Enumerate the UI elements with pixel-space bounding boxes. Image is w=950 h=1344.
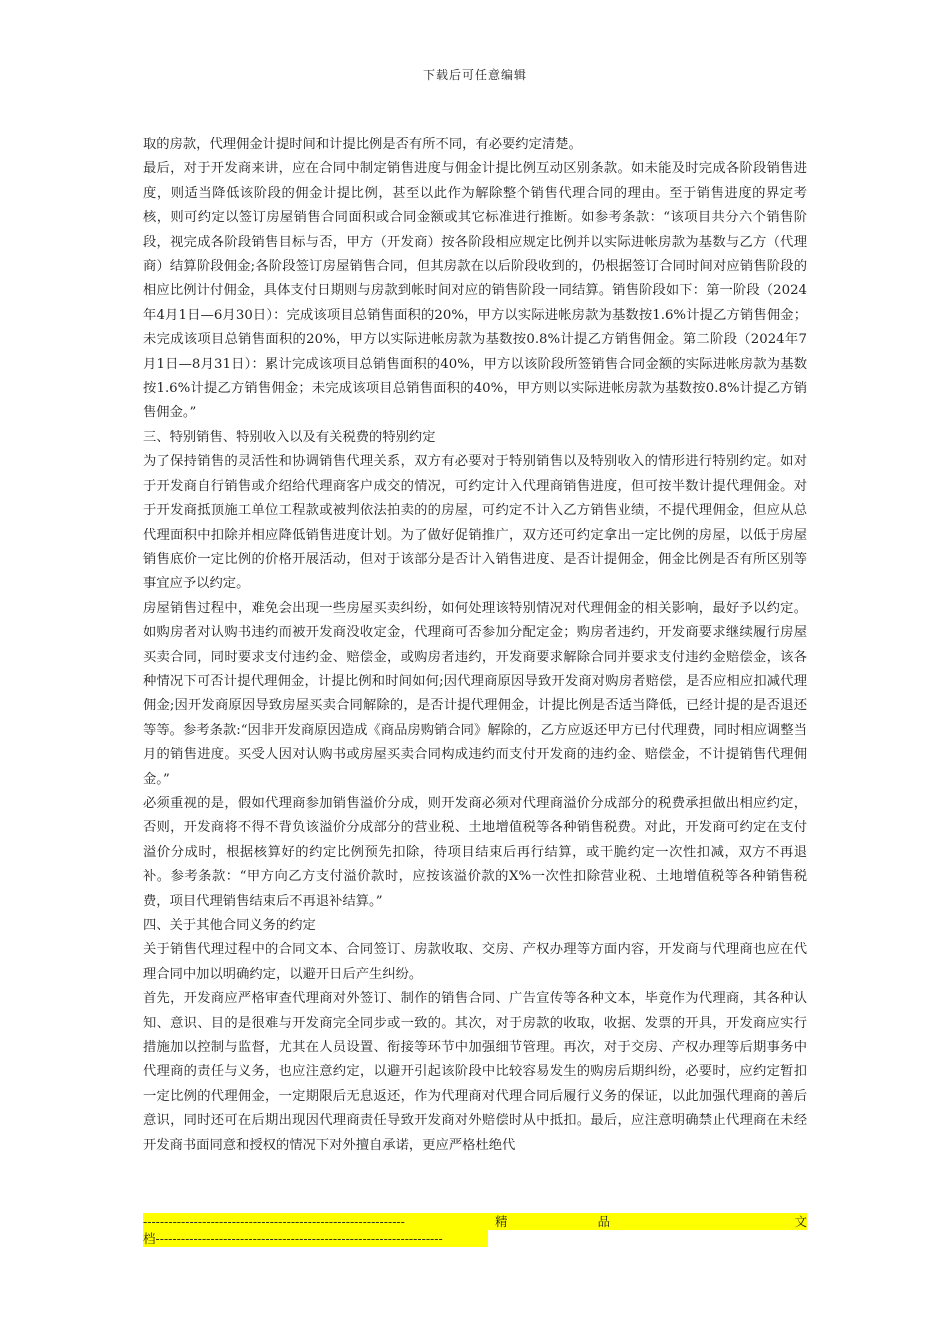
paragraph: 首先，开发商应严格审查代理商对外签订、制作的销售合同、广告宣传等各种文本，毕竟作为代理商，其各种认知、意识、目的是很难与开发商完全同步或一致的。其次，对于房款的收取，收据、发票的开具，开发商应实行措施加以控制与监督，尤其在人员设置、衔接等环节中加强细节管理。再次，对于交房、产权办理等后期事务中代理商的责任与义务，也应注意约定，以避开引起该阶段中比较容易发生的购房后期纠纷，必要时，应约定暂扣一定比例的代理佣金，一定期限后无息返还，作为代理商对代理合同后履行义务的保证，以此加强代理商的善后意识，同时还可在后期出现因代理商责任导致开发商对外赔偿时从中抵扣。最后，应注意明确禁止代理商在未经开发商书面同意和授权的情况下对外擅自承诺，更应严格杜绝代 bbox=[143, 991, 807, 1153]
footer-char: 精 bbox=[495, 1214, 508, 1229]
document-body bbox=[143, 133, 807, 1158]
paragraph: 必须重视的是，假如代理商参加销售溢价分成，则开发商必须对代理商溢价分成部分的税费承担做出相应约定，否则，开发商将不得不背负该溢价分成部分的营业税、土地增值税等各种销售税费。对此，开发商可约定在支付溢价分成时，根据核算好的约定比例预先扣除，待项目结束后再行结算，或干脆约定一次性扣减，双方不再退补。参考条款：“甲方向乙方支付溢价款时，应按该溢价款的X%一次性扣除营业税、土地增值税等各种销售税费，项目代理销售结束后不再退补结算。” bbox=[143, 795, 807, 909]
footer-char: 文 bbox=[794, 1214, 807, 1229]
paragraph: 关于销售代理过程中的合同文本、合同签订、房款收取、交房、产权办理等方面内容，开发商与代理商也应在代理合同中加以明确约定，以避开日后产生纠纷。 bbox=[143, 942, 807, 982]
footer-char: 品 bbox=[597, 1214, 611, 1229]
section-heading: 三、特别销售、特别收入以及有关税费的特别约定 bbox=[143, 429, 436, 445]
page-footer-banner bbox=[143, 1213, 807, 1247]
page-header: 下载后可任意编辑 bbox=[422, 68, 527, 82]
paragraph: 最后，对于开发商来讲，应在合同中制定销售进度与佣金计提比例互动区别条款。如未能及时完成各阶段销售进度，则适当降低该阶段的佣金计提比例，甚至以此作为解除整个销售代理合同的理由。至于销售进度的界定考核，则可约定以签订房屋销售合同面积或合同金额或其它标准进行推断。如参考条款：“该项目共分六个销售阶段，视完成各阶段销售目标与否，甲方（开发商）按各阶段相应规定比例并以实际进帐房款为基数与乙方（代理商）结算阶段佣金;各阶段签订房屋销售合同，但其房款在以后阶段收到的，仍根据签订合同时间对应销售阶段的相应比例计付佣金，具体支付日期则与房款到帐时间对应的销售阶段一同结算。销售阶段如下：第一阶段（2024年4月1日—6月30日）：完成该项目总销售面积的20%，甲方以实际进帐房款为基数按1.6%计提乙方销售佣金；未完成该项目总销售面积的20%，甲方以实际进帐房款为基数按0.8%计提乙方销售佣金。第二阶段（2024年7月1日—8月31日）：累计完成该项目总销售面积的40%，甲方以该阶段所签销售合同金额的实际进帐房款为基数按1.6%计提乙方销售佣金；未完成该项目总销售面积的40%，甲方则以实际进帐房款为基数按0.8%计提乙方销售佣金。” bbox=[143, 161, 807, 421]
section-heading: 四、关于其他合同义务的约定 bbox=[143, 918, 316, 933]
footer-dashes: -------------------------------------------------------------- bbox=[143, 1214, 405, 1229]
footer-line-1 bbox=[143, 1213, 807, 1230]
paragraph: 取的房款，代理佣金计提时间和计提比例是否有所不同，有必要约定清楚。 bbox=[143, 137, 582, 152]
footer-char bbox=[700, 1213, 704, 1230]
footer-line-2: 档-------------------------------------------------------------------- bbox=[143, 1230, 488, 1247]
paragraph: 房屋销售过程中，难免会出现一些房屋买卖纠纷，如何处理该特别情况对代理佣金的相关影响，最好予以约定。如购房者对认购书违约而被开发商没收定金，代理商可否参加分配定金；购房者违约，开发商要求继续履行房屋买卖合同，同时要求支付违约金、赔偿金，或购房者违约，开发商要求解除合同并要求支付违约金赔偿金，该各种情况下可否计提代理佣金，计提比例和时间如何;因代理商原因导致开发商对购房者赔偿，是否应相应扣减代理佣金;因开发商原因导致房屋买卖合同解除的，是否计提代理佣金，计提比例是否适当降低，已经计提的是否退还等等。参考条款:“因非开发商原因造成《商品房购销合同》解除的，乙方应返还甲方已付代理费，同时相应调整当月的销售进度。买受人因对认购书或房屋买卖合同构成违约而支付开发商的违约金、赔偿金，不计提销售代理佣金。” bbox=[143, 600, 807, 787]
paragraph: 为了保持销售的灵活性和协调销售代理关系，双方有必要对于特别销售以及特别收入的情形进行特别约定。如对于开发商自行销售或介绍给代理商客户成交的情况，可约定计入代理商销售进度，但可按半数计提代理佣金。对于开发商抵顶施工单位工程款或被判依法拍卖的的房屋，可约定不计入乙方销售业绩，不提代理佣金，但应从总代理面积中扣除并相应降低销售进度计划。为了做好促销推广，双方还可约定拿出一定比例的房屋，以低于房屋销售底价一定比例的价格开展活动，但对于该部分是否计入销售进度、是否计提佣金，佣金比例是否有所区别等事宜应予以约定。 bbox=[143, 454, 807, 592]
